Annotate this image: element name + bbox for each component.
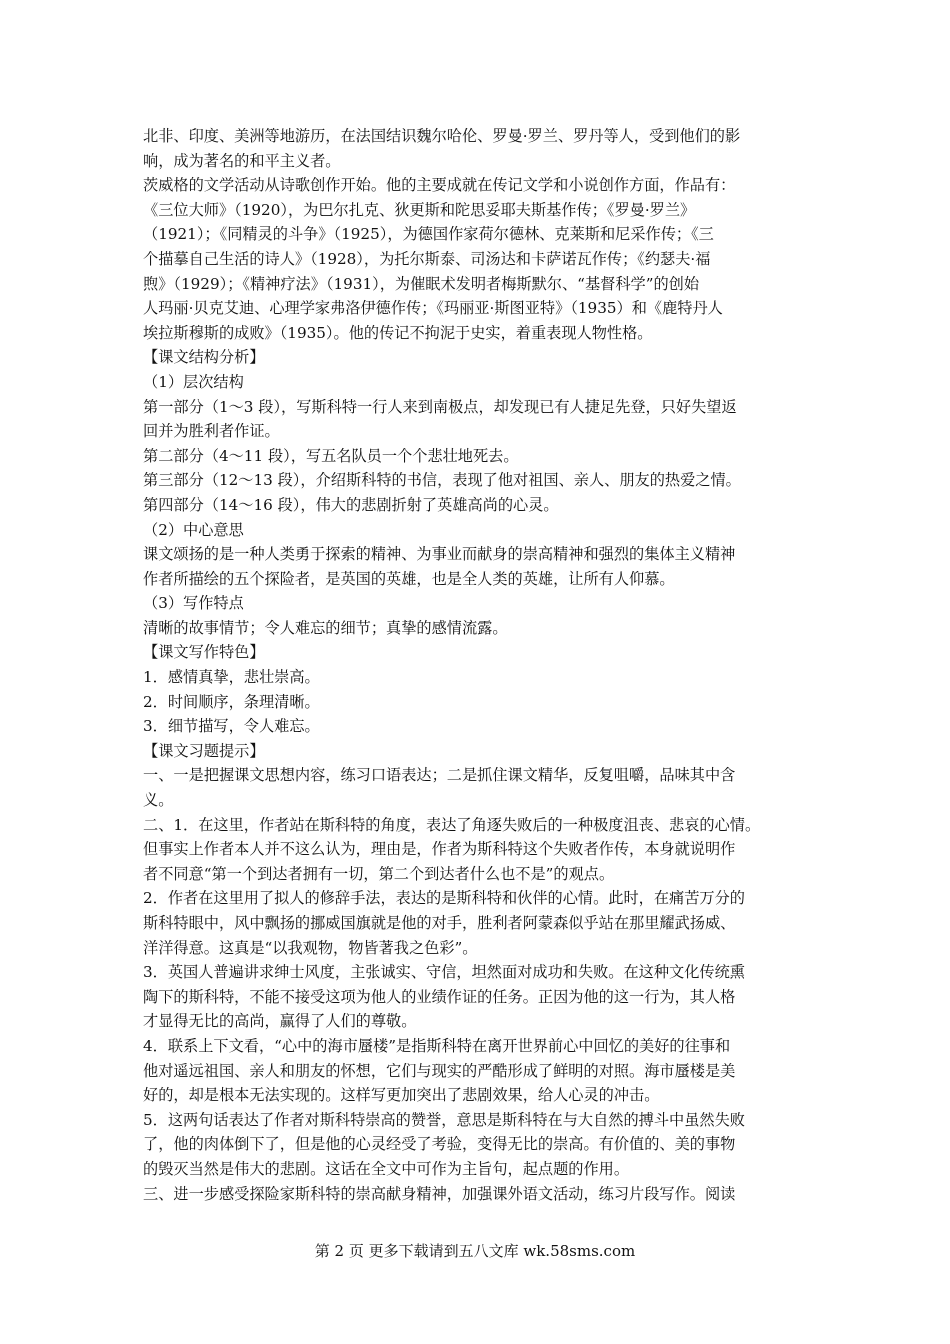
- text-line: 个描摹自己生活的诗人》（1928），为托尔斯泰、司汤达和卡萨诺瓦作传；《约瑟夫·福: [143, 249, 711, 268]
- text-line: 回并为胜利者作证。: [143, 422, 280, 441]
- subheading: （3）写作特点: [143, 594, 244, 613]
- text-line: 5．这两句话表达了作者对斯科特崇高的赞誉，意思是斯科特在与大自然的搏斗中虽然失败: [143, 1110, 745, 1129]
- text-line: 二、1．在这里，作者站在斯科特的角度，表达了角逐失败后的一种极度沮丧、悲哀的心情。: [143, 815, 761, 834]
- section-heading: 【课文写作特色】: [143, 643, 265, 662]
- text-line: 义。: [143, 791, 174, 810]
- text-line: 3．英国人普遍讲求绅士风度，主张诚实、守信，坦然面对成功和失败。在这种文化传统熏: [143, 963, 745, 982]
- text-line: 了，他的肉体倒下了，但是他的心灵经受了考验，变得无比的崇高。有价值的、美的事物: [143, 1135, 736, 1154]
- text-line: 第四部分（14～16 段），伟大的悲剧折射了英雄高尚的心灵。: [143, 495, 559, 514]
- list-item: 2．时间顺序，条理清晰。: [143, 692, 320, 711]
- text-line: 三、进一步感受探险家斯科特的崇高献身精神，加强课外语文活动，练习片段写作。阅读: [143, 1184, 736, 1203]
- text-line: 洋洋得意。这真是“以我观物，物皆著我之色彩”。: [143, 938, 478, 957]
- text-line: 斯科特眼中，风中飘扬的挪威国旗就是他的对手，胜利者阿蒙森似乎站在那里耀武扬威、: [143, 914, 736, 932]
- page-footer: 第 2 页 更多下载请到五八文库 wk.58sms.com: [314, 1242, 636, 1260]
- section-heading: 【课文结构分析】: [143, 348, 265, 367]
- list-item: 3．细节描写，令人难忘。: [143, 717, 320, 736]
- text-line: 2．作者在这里用了拟人的修辞手法，表达的是斯科特和伙伴的心情。此时，在痛苦万分的: [143, 889, 745, 908]
- document-body: [143, 124, 819, 1206]
- text-line: 好的，却是根本无法实现的。这样写更加突出了悲剧效果，给人心灵的冲击。: [143, 1086, 660, 1105]
- text-line: 埃拉斯穆斯的成败》（1935）。他的传记不拘泥于史实，着重表现人物性格。: [143, 323, 653, 342]
- section-heading: 【课文习题提示】: [143, 741, 265, 760]
- text-line: 的毁灭当然是伟大的悲剧。这话在全文中可作为主旨句，起点题的作用。: [143, 1159, 629, 1178]
- text-line: 陶下的斯科特，不能不接受这项为他人的业绩作证的任务。正因为他的这一行为，其人格: [143, 987, 736, 1006]
- text-line: 茨威格的文学活动从诗歌创作开始。他的主要成就在传记文学和小说创作方面，作品有：: [143, 176, 736, 195]
- text-line: 他对遥远祖国、亲人和朋友的怀想，它们与现实的严酷形成了鲜明的对照。海市蜃楼是美: [143, 1061, 736, 1080]
- text-line: 但事实上作者本人并不这么认为，理由是，作者为斯科特这个失败者作传，本身就说明作: [143, 840, 736, 859]
- text-line: 《三位大师》（1920），为巴尔扎克、狄更斯和陀思妥耶夫斯基作传；《罗曼·罗兰》: [143, 200, 696, 219]
- text-line: 清晰的故事情节；令人难忘的细节；真挚的感情流露。: [143, 618, 508, 637]
- list-item: 1．感情真挚，悲壮崇高。: [143, 668, 320, 687]
- text-line: （1921）；《同精灵的斗争》（1925），为德国作家荷尔德林、克莱斯和尼采作传；《三: [143, 225, 714, 244]
- text-line: 4．联系上下文看，“心中的海市蜃楼”是指斯科特在离开世界前心中回忆的美好的往事和: [143, 1036, 731, 1055]
- text-line: 课文颂扬的是一种人类勇于探索的精神、为事业而献身的崇高精神和强烈的集体主义精神: [143, 545, 736, 564]
- text-line: 一、一是把握课文思想内容，练习口语表达；二是抓住课文精华，反复咀嚼，品味其中含: [143, 766, 736, 785]
- text-line: 北非、印度、美洲等地游历，在法国结识魏尔哈伦、罗曼·罗兰、罗丹等人，受到他们的影: [143, 127, 741, 145]
- text-line: 人玛丽·贝克艾迪、心理学家弗洛伊德作传；《玛丽亚·斯图亚特》（1935）和《鹿特丹人: [143, 299, 723, 318]
- text-line: 煦》（1929）；《精神疗法》（1931），为催眠术发明者梅斯默尔、“基督科学”的创始: [143, 274, 700, 293]
- text-line: 响，成为著名的和平主义者。: [143, 151, 341, 170]
- text-line: 第一部分（1～3 段），写斯科特一行人来到南极点，却发现已有人捷足先登，只好失望返: [143, 397, 737, 416]
- subheading: （1）层次结构: [143, 372, 244, 391]
- text-line: 者不同意“第一个到达者拥有一切，第二个到达者什么也不是”的观点。: [143, 864, 615, 883]
- text-line: 作者所描绘的五个探险者，是英国的英雄，也是全人类的英雄，让所有人仰慕。: [143, 569, 675, 588]
- subheading: （2）中心意思: [143, 520, 244, 539]
- text-line: 第二部分（4～11 段），写五名队员一个个悲壮地死去。: [143, 446, 519, 465]
- text-line: 才显得无比的高尚，赢得了人们的尊敬。: [143, 1012, 417, 1031]
- text-line: 第三部分（12～13 段），介绍斯科特的书信，表现了他对祖国、亲人、朋友的热爱之情。: [143, 471, 741, 490]
